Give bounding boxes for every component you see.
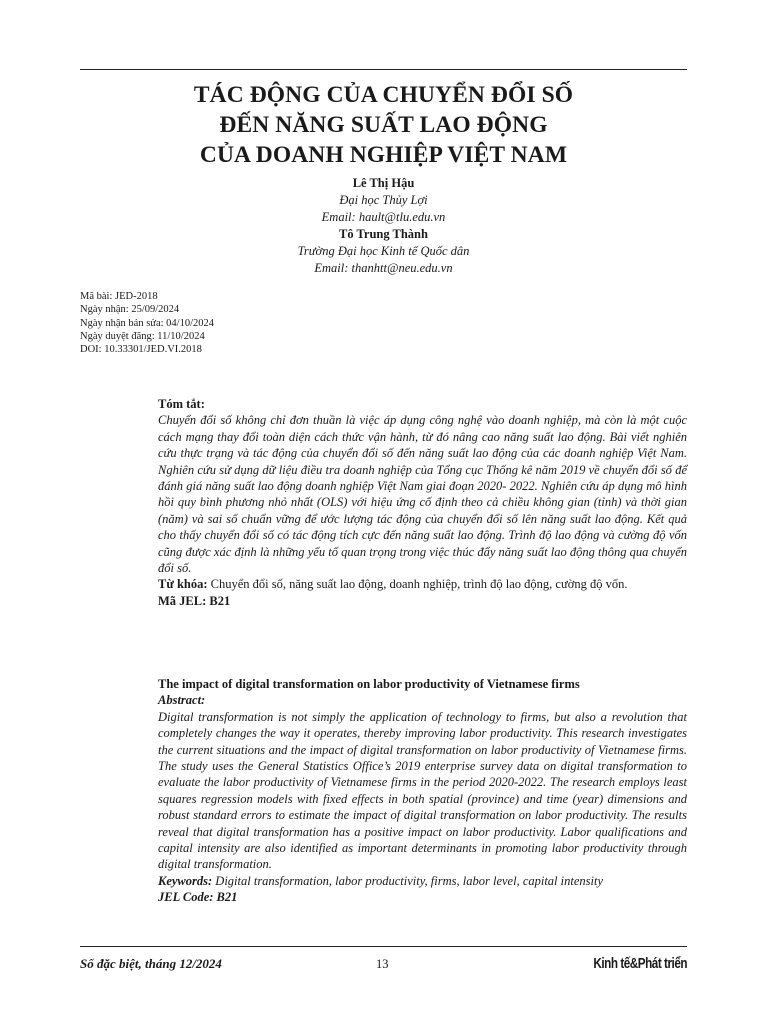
en-keywords (158, 873, 687, 889)
vn-abstract-heading: Tóm tắt: (158, 397, 205, 411)
author-1-name: Lê Thị Hậu (352, 176, 415, 190)
author-1-email: Email: hault@tlu.edu.vn (321, 210, 446, 224)
en-abstract-heading: Abstract: (158, 693, 206, 708)
received-date: Ngày nhận: 25/09/2024 (80, 304, 180, 316)
author-2-name: Tô Trung Thành (339, 227, 428, 241)
title-line-2: ĐẾN NĂNG SUẤT LAO ĐỘNG (219, 112, 548, 138)
revised-date: Ngày nhận bản sửa: 04/10/2024 (80, 317, 215, 329)
english-abstract-block (158, 676, 687, 906)
author-2-email: Email: thanhtt@neu.edu.vn (314, 261, 453, 275)
doi: DOI: 10.33301/JED.VI.2018 (80, 344, 202, 356)
bottom-rule (80, 946, 687, 947)
author-block (80, 175, 687, 277)
vietnamese-abstract-block (158, 396, 687, 609)
article-metadata (80, 290, 214, 356)
top-rule (80, 69, 687, 70)
en-jel-code: JEL Code: B21 (158, 890, 238, 905)
article-code: Mã bài: JED-2018 (80, 291, 158, 302)
accepted-date: Ngày duyệt đăng: 11/10/2024 (80, 330, 205, 342)
en-abstract-text: Digital transformation is not simply the application of technology to firms, but also a revolution that completely changes the way it operates, thereby improving labor productivity. This research investigates the current situations and the impact of digital transformation on labor productivity of Vietnamese firms. The study uses the General Statistics Office’s 2019 enterprise survey data on digital transformation to evaluate the labor productivity of Vietnamese firms in the period 2020-2022. The research employs least squares regression models with fixed effects in both spatial (province) and time (year) dimensions and robust standard errors to estimate the impact of digital transformation on labor productivity. The results reveal that digital transformation has a positive impact on labor productivity. Labor qualifications and capital intensity are also identified as important determinants in promoting labor productivity through digital transformation. (158, 709, 687, 872)
vn-keywords-text: Chuyển đổi số, năng suất lao động, doanh nghiệp, trình độ lao động, cường độ vốn. (207, 577, 628, 592)
en-keywords-text: Digital transformation, labor productivity, firms, labor level, capital intensity (212, 873, 604, 888)
journal-logo: Kinh tế&Phát triển (593, 955, 687, 972)
title-line-3: CỦA DOANH NGHIỆP VIỆT NAM (199, 142, 568, 168)
vn-abstract-text: Chuyển đổi số không chỉ đơn thuần là việc áp dụng công nghệ vào doanh nghiệp, mà còn là một cuộc cách mạng thay đổi toàn diện cách thức vận hành, từ đó nâng cao năng suất lao động. Bài viết nghiên cứu thực trạng và tác động của chuyển đổi số đến năng suất lao động của các doanh nghiệp Việt Nam. Nghiên cứu sử dụng dữ liệu điều tra doanh nghiệp của Tổng cục Thống kê năm 2019 về chuyển đổi số để đánh giá năng suất lao động doanh nghiệp Việt Nam giai đoạn 2020- 2022. Nghiên cứu áp dụng mô hình hồi quy bình phương nhỏ nhất (OLS) với hiệu ứng cố định theo cả chiều không gian (tỉnh) và thời gian (năm) và sai số chuẩn vững để ước lượng tác động của chuyển đổi số lên năng suất lao động. Kết quả cho thấy chuyển đổi số có tác động tích cực đến năng suất lao động. Trình độ lao động và cường độ vốn cũng được xác định là những yếu tố quan trọng trong việc thúc đẩy năng suất lao động thông qua chuyển đổi số. (158, 413, 687, 576)
vn-keywords-label: Từ khóa: (158, 577, 208, 592)
author-1-affiliation: Đại học Thủy Lợi (339, 193, 428, 207)
footer-issue: Số đặc biệt, tháng 12/2024 (80, 956, 222, 971)
vn-keywords (158, 576, 687, 592)
en-keywords-label: Keywords: (158, 873, 213, 888)
vn-jel-code: Mã JEL: B21 (158, 593, 231, 608)
author-2-affiliation: Trường Đại học Kinh tế Quốc dân (297, 244, 470, 258)
article-title (80, 80, 687, 170)
page-number: 13 (376, 957, 389, 971)
title-line-1: TÁC ĐỘNG CỦA CHUYỂN ĐỔI SỐ (193, 82, 574, 108)
en-title: The impact of digital transformation on labor productivity of Vietnamese firms (158, 677, 580, 691)
